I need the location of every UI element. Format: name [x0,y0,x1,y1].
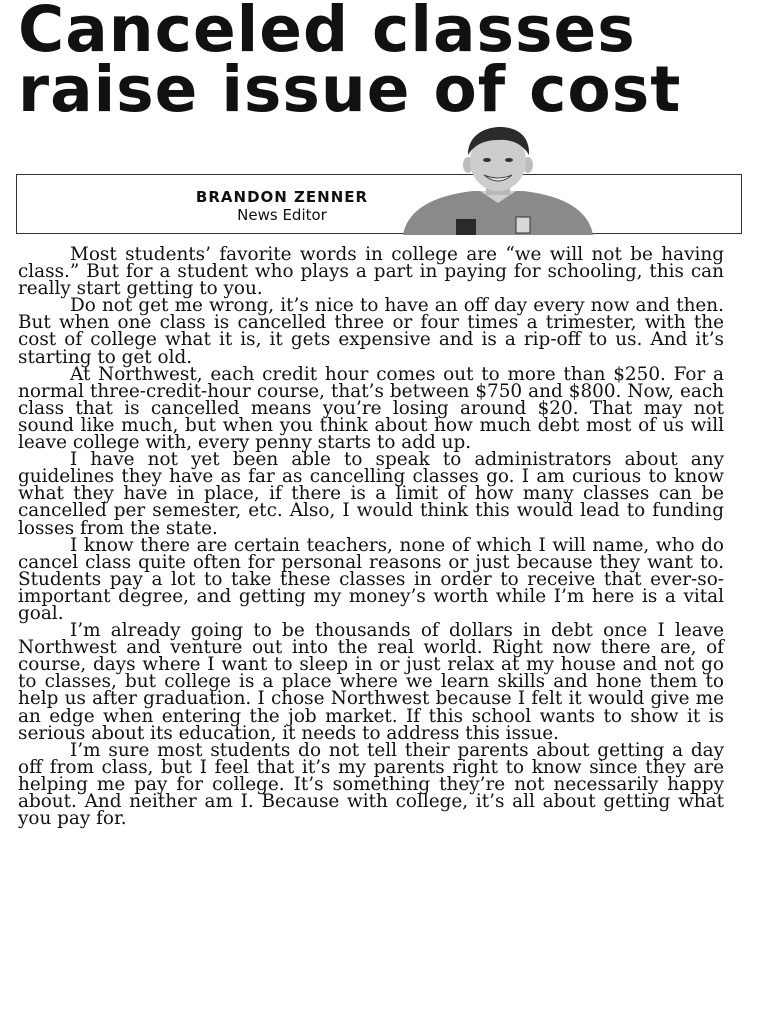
article-body [18,244,724,830]
article-paragraph: I’m already going to be thousands of dollars in debt once I leave Northwest and venture out into the real world. Right now there are, of course, days where I want to sleep in or just relax at my house and not go to classes, but college is a place where we learn skills and hone them to help us after graduation. I chose Northwest because I felt it would give me an edge when entering the job market. If this school wants to show it is serious about its education, it needs to address this issue. [18,620,724,744]
headline [18,0,758,126]
article-paragraph: I have not yet been able to speak to administrators about any guidelines they have as far as cancelling classes go. I am curious to know what they have in place, if there is a limit of how many classes can be cancelled per semester, etc. Also, I would think this would lead to funding losses from the state. [18,449,724,539]
article-paragraph: Most students’ favorite words in college are “we will not be having class.” But for a student who plays a part in paying for schooling, this can really start getting to you. [18,244,724,300]
author-headshot [398,127,598,235]
byline-title: News Editor [237,206,327,224]
article-paragraph: I know there are certain teachers, none of which I will name, who do cancel class quite often for personal reasons or just because they want to. Students pay a lot to take these classes in order to receive that ever-so-important degree, and getting my money’s worth while I’m here is a vital goal. [18,534,724,624]
headline-line-1: Canceled classes [18,0,636,66]
article-paragraph: At Northwest, each credit hour comes out to more than $250. For a normal three-credit-hour course, that’s between $750 and $800. Now, each class that is cancelled means you’re losing around $20. That may not sound like much, but when you think about how much debt most of us will leave college with, every penny starts to add up. [18,363,724,454]
byline-box [16,174,742,234]
headline-line-2: raise issue of cost [18,53,682,126]
article-paragraph: Do not get me wrong, it’s nice to have an off day every now and then. But when one class is cancelled three or four times a trimester, with the cost of college what it is, it gets expensive and is a rip-off to us. And it’s starting to get old. [18,295,724,368]
byline-name: BRANDON ZENNER [195,188,369,206]
article-paragraph: I’m sure most students do not tell their parents about getting a day off from class, but I feel that it’s my parents right to know since they are helping me pay for college. It’s something they’re not necessarily happy about. And neither am I. Because with college, it’s all about getting what you pay for. [18,739,724,830]
